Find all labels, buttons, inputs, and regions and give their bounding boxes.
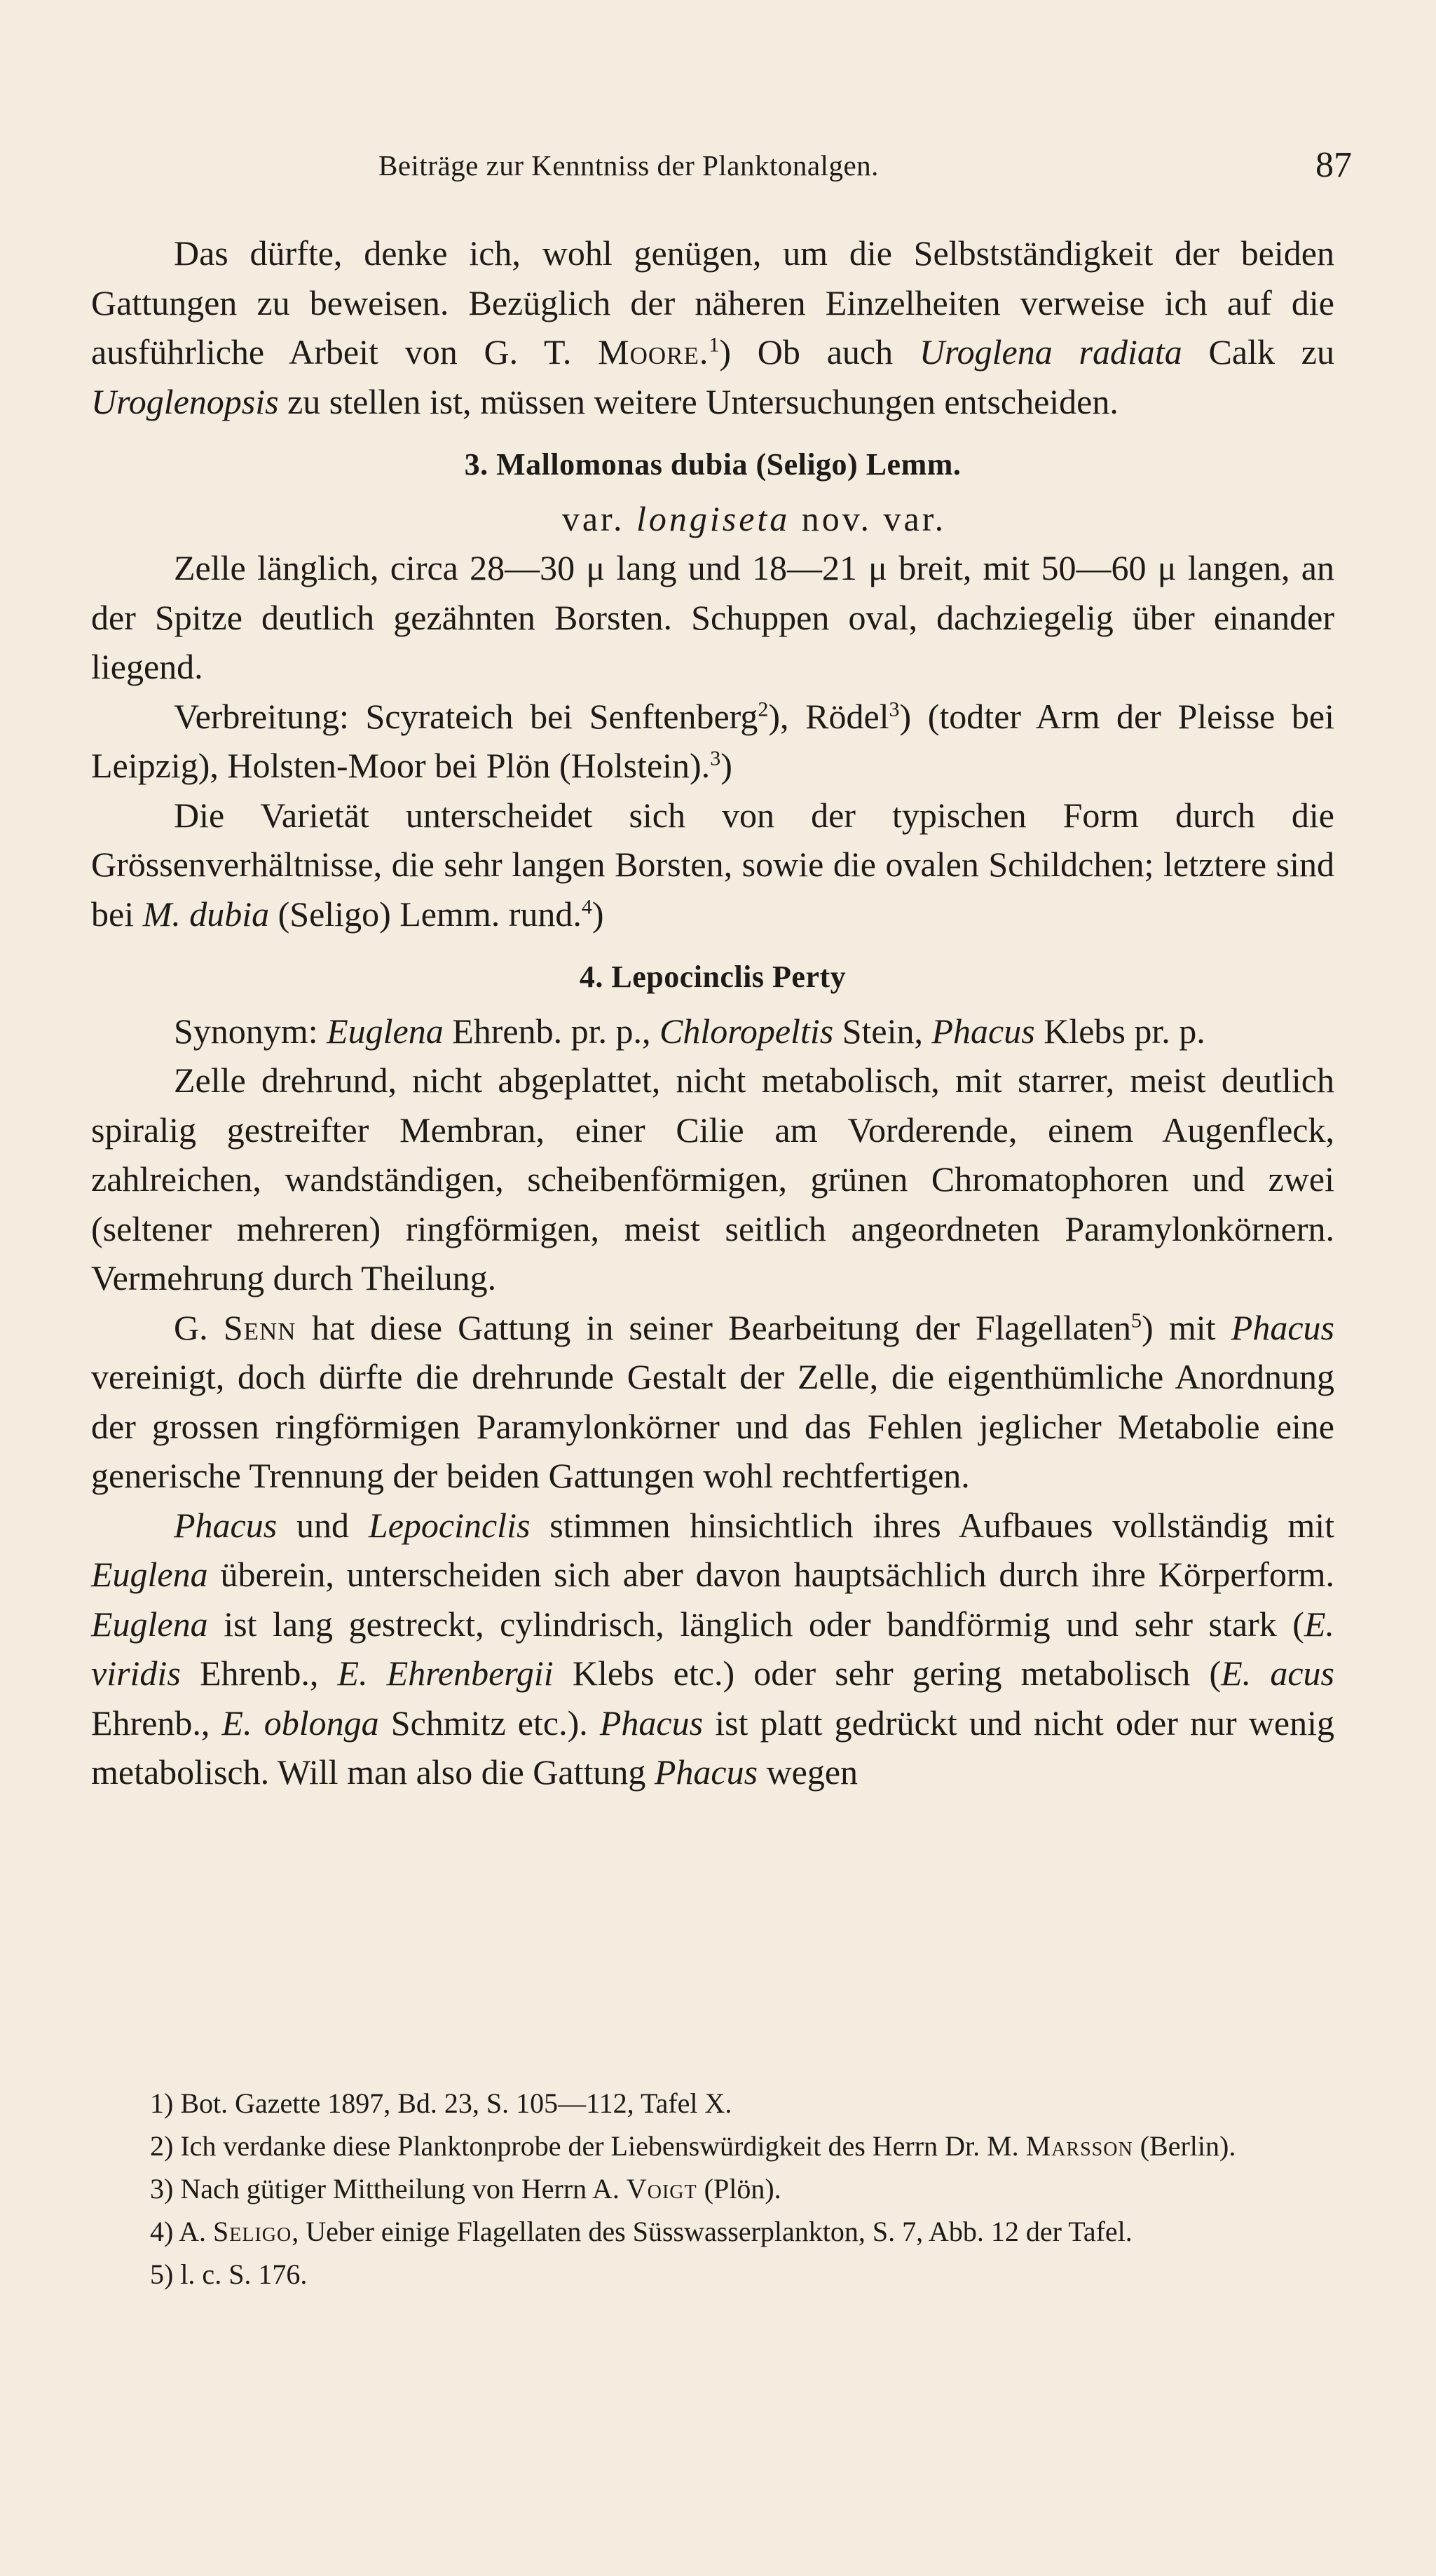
taxon-name: Euglena bbox=[91, 1604, 208, 1644]
page-number: 87 bbox=[1315, 145, 1352, 185]
taxon-name: M. dubia bbox=[142, 894, 270, 934]
text-span: G. bbox=[174, 1307, 224, 1347]
text-span: Synonym: bbox=[174, 1011, 327, 1051]
text-span: ) (todter Arm der Pleisse bei Leipzig), Holsten-Moor bei Plön (Holstein). bbox=[91, 696, 1334, 785]
text-span: ist lang gestreckt, cylindrisch, länglich oder bandförmig und sehr stark ( bbox=[207, 1604, 1304, 1644]
text-span: nov. var. bbox=[790, 498, 947, 538]
taxon-name: Euglena bbox=[327, 1011, 444, 1051]
footnote-ref[interactable]: 3 bbox=[710, 747, 721, 770]
taxon-name: E. acus bbox=[1221, 1654, 1334, 1693]
taxon-name: Euglena bbox=[91, 1555, 208, 1594]
text-span: (Plön). bbox=[697, 2173, 781, 2204]
text-span: Klebs etc.) oder sehr gering metabolisch ( bbox=[553, 1654, 1222, 1693]
paragraph-comparison bbox=[91, 1501, 1334, 1797]
text-span: zu stellen ist, müssen weitere Untersuchungen entscheiden. bbox=[278, 381, 1119, 421]
author-name: Senn bbox=[223, 1307, 296, 1347]
taxon-name: Phacus bbox=[174, 1505, 278, 1545]
text-span: Die Varietät unterscheidet sich von der typischen Form durch die Grössenverhältnisse, die sehr langen Borsten, sowie die ovalen Schildchen; letztere sind bei bbox=[91, 795, 1334, 934]
text-span: überein, unterscheiden sich aber davon hauptsächlich durch ihre Körperform. bbox=[207, 1555, 1334, 1594]
text-span: Calk zu bbox=[1182, 332, 1334, 372]
footnotes bbox=[91, 2082, 1334, 2296]
taxon-name: Uroglenopsis bbox=[91, 381, 279, 421]
text-span: hat diese Gattung in seiner Bearbeitung der Flagellaten bbox=[296, 1307, 1131, 1347]
text-span: Ehrenb., bbox=[91, 1703, 222, 1743]
footnote-2 bbox=[91, 2125, 1334, 2167]
text-span: var. bbox=[561, 498, 636, 538]
text-span: ) bbox=[720, 746, 732, 785]
text-span: Ehrenb. pr. p., bbox=[443, 1011, 660, 1051]
taxon-name: Lepocinclis bbox=[368, 1505, 531, 1545]
footnote-5: 5) l. c. S. 176. bbox=[150, 2258, 308, 2290]
text-span: wegen bbox=[758, 1752, 859, 1792]
footnote-3 bbox=[91, 2167, 1334, 2210]
footnote-1: 1) Bot. Gazette 1897, Bd. 23, S. 105—112, Tafel X. bbox=[150, 2087, 732, 2119]
text-span: Das dürfte, denke ich, wohl genügen, um die Selbstständigkeit der beiden Gattungen zu beweisen. Bezüglich der näheren Einzelheiten verweise ich auf die ausführliche Arbeit von G. T. bbox=[91, 233, 1334, 372]
taxon-name: E. Ehrenbergii bbox=[337, 1654, 554, 1693]
text-span: ) mit bbox=[1142, 1307, 1231, 1347]
paragraph-genus-description: Zelle drehrund, nicht abgeplattet, nicht metabolisch, mit starrer, meist deutlich spiralig gestreifter Membran, einer Cilie am Vorderende, einem Augenfleck, zahlreichen, wandständigen, scheibenförmigen, grünen Chromatophoren und zwei (seltener mehreren) ringförmigen, meist seitlich angeordneten Paramylonkörnern. Vermehrung durch Theilung. bbox=[91, 1061, 1334, 1297]
text-span: (Berlin). bbox=[1133, 2130, 1236, 2162]
text-span: ), Rödel bbox=[768, 696, 889, 736]
paragraph-distribution bbox=[91, 692, 1334, 791]
text-span: Ehrenb., bbox=[180, 1654, 338, 1693]
paragraph-senn bbox=[91, 1303, 1334, 1501]
text-span: stimmen hinsichtlich ihres Aufbaues vollständig mit bbox=[530, 1505, 1334, 1545]
taxon-name: Uroglena radiata bbox=[919, 332, 1182, 372]
taxon-name: Phacus bbox=[654, 1752, 758, 1792]
text-span: Schmitz etc.). bbox=[378, 1703, 600, 1743]
variety-name: longiseta bbox=[636, 498, 791, 538]
text-span: 3) Nach gütiger Mittheilung von Herrn A. bbox=[150, 2173, 627, 2204]
paragraph-variety-notes bbox=[91, 791, 1334, 939]
author-name: Seligo bbox=[213, 2216, 292, 2247]
author-name: Moore. bbox=[598, 332, 709, 372]
author-name: Marsson bbox=[1025, 2130, 1133, 2162]
text-span: , Ueber einige Flagellaten des Süsswasserplankton, S. 7, Abb. 12 der Tafel. bbox=[292, 2216, 1133, 2247]
taxon-name: E. oblonga bbox=[221, 1703, 379, 1743]
text-span: und bbox=[277, 1505, 369, 1545]
text-span: ist platt gedrückt und nicht oder nur wenig metabolisch. Will man also die Gattung bbox=[91, 1703, 1335, 1792]
taxon-name: Phacus bbox=[599, 1703, 704, 1743]
running-title: Beiträge zur Kenntniss der Planktonalgen. bbox=[378, 149, 879, 182]
running-header bbox=[378, 145, 1352, 191]
author-name: Voigt bbox=[626, 2173, 697, 2204]
section-heading-3: 3. Mallomonas dubia (Seligo) Lemm. bbox=[464, 447, 962, 482]
text-span: ) bbox=[592, 894, 604, 934]
text-span: (Seligo) Lemm. rund. bbox=[269, 894, 582, 934]
text-span: Stein, bbox=[833, 1011, 932, 1051]
taxon-name: E. viridis bbox=[91, 1604, 1334, 1693]
taxon-name: Phacus bbox=[931, 1011, 1035, 1051]
footnote-4 bbox=[91, 2210, 1334, 2253]
taxon-name: Chloropeltis bbox=[659, 1011, 834, 1051]
footnote-ref[interactable]: 4 bbox=[581, 894, 592, 918]
paragraph-1 bbox=[91, 229, 1334, 426]
paragraph-description: Zelle länglich, circa 28—30 μ lang und 18—21 μ breit, mit 50—60 μ langen, an der Spitze deutlich gezähnten Borsten. Schuppen oval, dachziegelig über einander liegend. bbox=[91, 548, 1334, 686]
footnote-ref[interactable]: 5 bbox=[1131, 1308, 1142, 1332]
section-heading-4: 4. Lepocinclis Perty bbox=[579, 960, 847, 994]
text-span: Klebs pr. p. bbox=[1034, 1011, 1205, 1051]
text-span: 2) Ich verdanke diese Planktonprobe der Liebenswürdigkeit des Herrn Dr. M. bbox=[150, 2130, 1026, 2162]
text-span: 4) A. bbox=[150, 2216, 213, 2247]
paragraph-synonym bbox=[91, 1007, 1334, 1056]
taxon-name: Phacus bbox=[1231, 1307, 1334, 1347]
footnote-ref[interactable]: 1 bbox=[709, 333, 720, 357]
footnote-ref[interactable]: 3 bbox=[889, 697, 900, 721]
text-span: ) Ob auch bbox=[719, 332, 919, 372]
variety-line bbox=[91, 494, 1334, 544]
main-text bbox=[91, 229, 1334, 1797]
footnote-ref[interactable]: 2 bbox=[758, 697, 769, 721]
text-span: vereinigt, doch dürfte die drehrunde Gestalt der Zelle, die eigenthümliche Anordnung der grossen ringförmigen Paramylonkörner und das Fehlen jeglicher Metabolie eine generische Trennung der beiden Gattungen wohl rechtfertigen. bbox=[91, 1357, 1334, 1495]
text-span: Verbreitung: Scyrateich bei Senftenberg bbox=[174, 696, 758, 736]
